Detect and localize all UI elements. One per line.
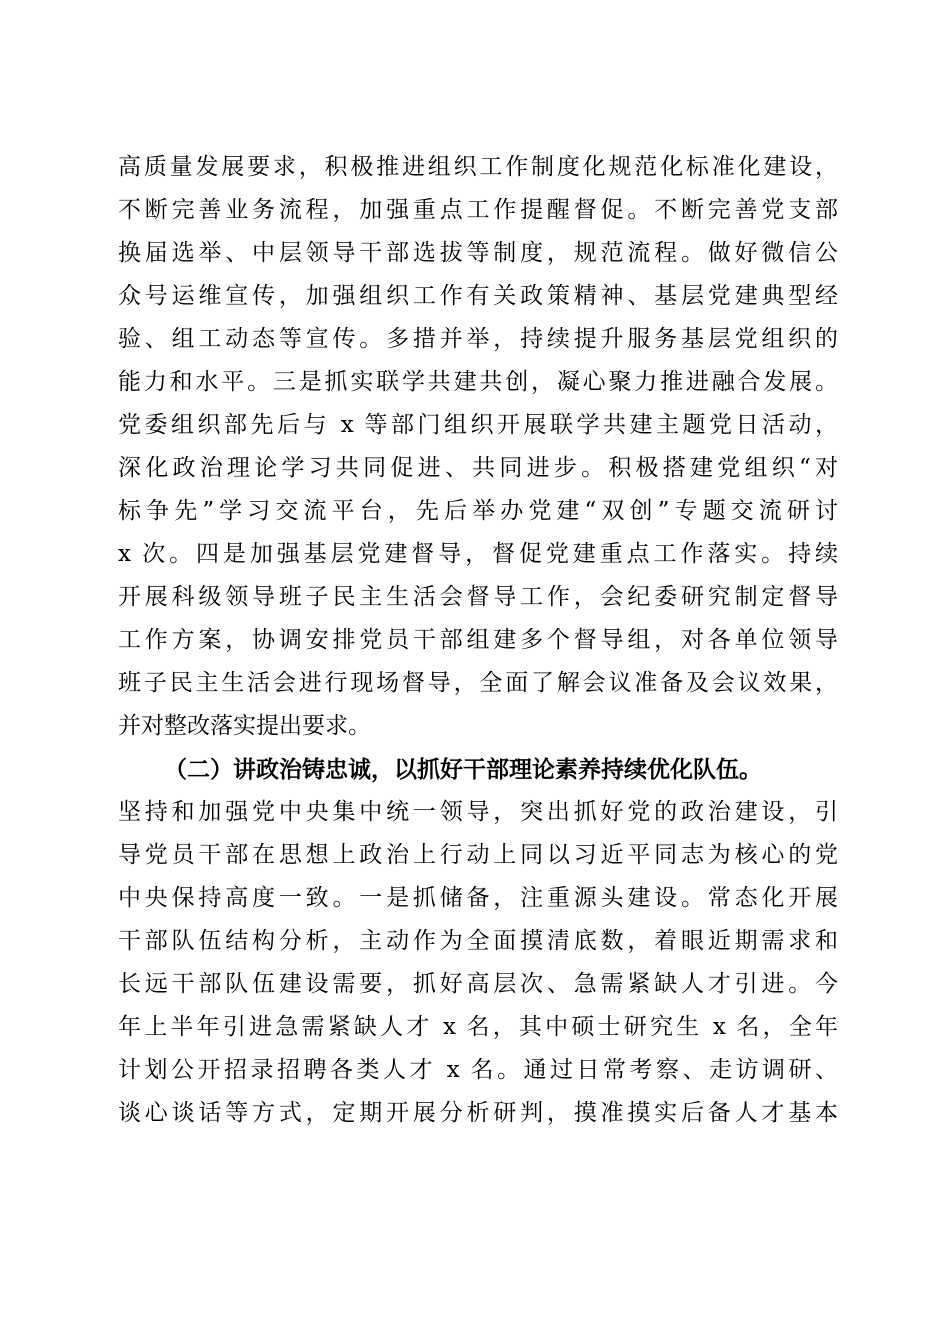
text-line: 年上半年引进急需紧缺人才 x 名，其中硕士研究生 x 名，全年 — [118, 1014, 838, 1040]
text-line: 换届选举、中层领导干部选拔等制度，规范流程。做好微信公 — [118, 240, 838, 266]
text-line: 开展科级领导班子民主生活会督导工作，会纪委研究制定督导 — [118, 584, 838, 610]
text-line: 工作方案，协调安排党员干部组建多个督导组，对各单位领导 — [118, 627, 838, 653]
text-line: 并对整改落实提出要求。 — [118, 713, 371, 739]
text-line: 谈心谈话等方式，定期开展分析研判，摸准摸实后备人才基本 — [118, 1100, 838, 1126]
body-text — [118, 146, 838, 1135]
text-line: 验、组工动态等宣传。多措并举，持续提升服务基层党组织的 — [118, 326, 838, 352]
text-line: 不断完善业务流程，加强重点工作提醒督促。不断完善党支部 — [118, 197, 838, 223]
text-line: 高质量发展要求，积极推进组织工作制度化规范化标准化建设， — [118, 154, 838, 180]
text-line: x 次。四是加强基层党建督导，督促党建重点工作落实。持续 — [118, 541, 838, 567]
text-line: 标争先”学习交流平台，先后举办党建“双创”专题交流研讨 — [118, 498, 838, 524]
text-line: 长远干部队伍建设需要，抓好高层次、急需紧缺人才引进。今 — [118, 971, 838, 997]
text-line: 众号运维宣传，加强组织工作有关政策精神、基层党建典型经 — [118, 283, 838, 309]
text-line: 深化政治理论学习共同促进、共同进步。积极搭建党组织“对 — [118, 455, 838, 481]
text-line: 坚持和加强党中央集中统一领导，突出抓好党的政治建设，引 — [118, 799, 838, 825]
text-line: 班子民主生活会进行现场督导，全面了解会议准备及会议效果， — [118, 670, 838, 696]
text-line: 计划公开招录招聘各类人才 x 名。通过日常考察、走访调研、 — [118, 1057, 838, 1083]
text-line: 中央保持高度一致。一是抓储备，注重源头建设。常态化开展 — [118, 885, 838, 911]
text-line: 能力和水平。三是抓实联学共建共创，凝心聚力推进融合发展。 — [118, 369, 838, 395]
text-line: 干部队伍结构分析，主动作为全面摸清底数，着眼近期需求和 — [118, 928, 838, 954]
section-heading: （二）讲政治铸忠诚，以抓好干部理论素养持续优化队伍。 — [164, 756, 762, 783]
text-line: 导党员干部在思想上政治上行动上同以习近平同志为核心的党 — [118, 842, 838, 868]
text-line: 党委组织部先后与 x 等部门组织开展联学共建主题党日活动， — [118, 412, 838, 438]
